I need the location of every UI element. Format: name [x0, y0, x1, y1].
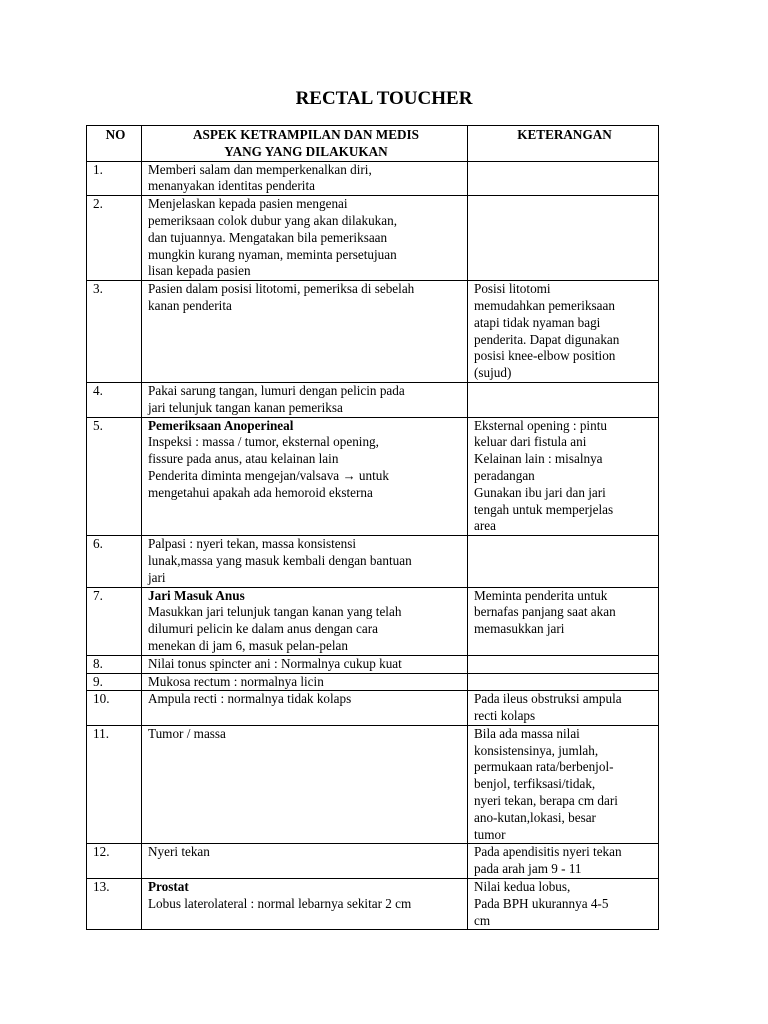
row-aspek-line: fissure pada anus, atau kelainan lain — [148, 451, 339, 467]
row-aspek-line: Penderita diminta mengejan/valsava → untuk — [148, 467, 389, 483]
row-aspek — [142, 536, 468, 587]
row-keterangan-line: tengah untuk memperjelas — [474, 501, 614, 517]
row-keterangan — [468, 844, 659, 879]
row-aspek-line: mungkin kurang nyaman, meminta persetujuan — [148, 246, 397, 262]
row-aspek-line: pemeriksaan colok dubur yang akan dilakukan, — [148, 212, 398, 228]
row-keterangan-line: keluar dari fistula ani — [474, 434, 587, 450]
row-aspek-line: jari — [148, 569, 166, 585]
row-keterangan-line: tumor — [474, 826, 506, 842]
row-number: 9. — [87, 673, 142, 691]
row-number: 5. — [87, 417, 142, 536]
row-aspek-line: Menjelaskan kepada pasien mengenai — [148, 196, 348, 212]
row-aspek-line: Ampula recti : normalnya tidak kolaps — [148, 691, 352, 707]
row-keterangan-line: memasukkan jari — [474, 621, 565, 637]
row-keterangan-line: konsistensinya, jumlah, — [474, 742, 599, 758]
row-keterangan-line: Pada BPH ukurannya 4-5 — [474, 895, 609, 911]
row-aspek-line: Tumor / massa — [148, 725, 226, 741]
row-aspek-line: Mukosa rectum : normalnya licin — [148, 673, 324, 689]
row-aspek — [142, 844, 468, 879]
row-keterangan-line: bernafas panjang saat akan — [474, 604, 616, 620]
row-keterangan-line: peradangan — [474, 467, 535, 483]
row-aspek-line: lisan kepada pasien — [148, 263, 251, 279]
row-aspek-line: Pasien dalam posisi litotomi, pemeriksa di sebelah — [148, 281, 415, 297]
row-aspek — [142, 879, 468, 930]
row-aspek — [142, 673, 468, 691]
document-title: RECTAL TOUCHER — [295, 88, 473, 109]
table-row — [87, 879, 659, 930]
row-keterangan-line: Pada ileus obstruksi ampula — [474, 691, 622, 707]
row-keterangan — [468, 673, 659, 691]
row-aspek-line: menekan di jam 6, masuk pelan-pelan — [148, 637, 348, 653]
row-keterangan-line: pada arah jam 9 - 11 — [474, 861, 582, 877]
row-number: 4. — [87, 382, 142, 417]
row-aspek-line: lunak,massa yang masuk kembali dengan bantuan — [148, 552, 412, 568]
row-keterangan — [468, 536, 659, 587]
row-aspek-line: Pakai sarung tangan, lumuri dengan pelicin pada — [148, 382, 405, 398]
table-row — [87, 587, 659, 655]
row-keterangan-line: ano-kutan,lokasi, besar — [474, 809, 596, 825]
row-keterangan-line: cm — [474, 912, 491, 928]
row-aspek-line: mengetahui apakah ada hemoroid eksterna — [148, 484, 373, 500]
row-number: 11. — [87, 725, 142, 844]
row-keterangan — [468, 879, 659, 930]
row-number: 10. — [87, 691, 142, 726]
row-aspek-heading: Pemeriksaan Anoperineal — [148, 417, 294, 433]
row-keterangan-line: benjol, terfiksasi/tidak, — [474, 776, 596, 792]
row-keterangan-line: Eksternal opening : pintu — [474, 417, 607, 433]
row-aspek-line: dilumuri pelicin ke dalam anus dengan cara — [148, 621, 378, 637]
row-aspek — [142, 281, 468, 383]
row-aspek — [142, 587, 468, 655]
row-keterangan — [468, 281, 659, 383]
row-number: 13. — [87, 879, 142, 930]
row-aspek-line: Masukkan jari telunjuk tangan kanan yang telah — [148, 604, 402, 620]
table-row — [87, 725, 659, 844]
table-row — [87, 382, 659, 417]
table-row — [87, 673, 659, 691]
row-aspek — [142, 196, 468, 281]
row-number: 2. — [87, 196, 142, 281]
row-aspek-heading: Jari Masuk Anus — [148, 587, 245, 603]
row-aspek-line: Lobus laterolateral : normal lebarnya sekitar 2 cm — [148, 895, 412, 911]
table-row — [87, 417, 659, 536]
row-keterangan-line: Meminta penderita untuk — [474, 587, 608, 603]
row-aspek-line: Inspeksi : massa / tumor, eksternal opening, — [148, 434, 379, 450]
row-aspek-line: Memberi salam dan memperkenalkan diri, — [148, 161, 372, 177]
table-row — [87, 281, 659, 383]
row-aspek-line: Palpasi : nyeri tekan, massa konsistensi — [148, 536, 357, 552]
row-keterangan — [468, 691, 659, 726]
row-number: 12. — [87, 844, 142, 879]
row-aspek-line: kanan penderita — [148, 297, 232, 313]
table-row — [87, 196, 659, 281]
row-number: 8. — [87, 655, 142, 673]
row-keterangan-line: Nilai kedua lobus, — [474, 879, 571, 895]
row-aspek — [142, 691, 468, 726]
row-keterangan-line: memudahkan pemeriksaan — [474, 297, 615, 313]
table-row — [87, 536, 659, 587]
header-aspek-line: YANG YANG DILAKUKAN — [224, 143, 388, 159]
table-header-row — [87, 126, 659, 162]
row-keterangan — [468, 725, 659, 844]
row-aspek — [142, 161, 468, 196]
row-keterangan-line: nyeri tekan, berapa cm dari — [474, 793, 618, 809]
row-keterangan-line: recti kolaps — [474, 708, 536, 724]
table-row — [87, 655, 659, 673]
row-number: 6. — [87, 536, 142, 587]
table-row — [87, 844, 659, 879]
row-keterangan-line: penderita. Dapat digunakan — [474, 331, 620, 347]
row-number: 3. — [87, 281, 142, 383]
row-keterangan-line: atapi tidak nyaman bagi — [474, 314, 601, 330]
row-keterangan-line: permukaan rata/berbenjol- — [474, 759, 614, 775]
row-aspek-line: Nilai tonus spincter ani : Normalnya cukup kuat — [148, 655, 402, 671]
row-keterangan — [468, 417, 659, 536]
header-keterangan: KETERANGAN — [468, 126, 659, 162]
row-aspek — [142, 655, 468, 673]
procedure-table — [86, 125, 659, 930]
row-keterangan-line: Gunakan ibu jari dan jari — [474, 484, 606, 500]
row-aspek — [142, 725, 468, 844]
table-row — [87, 691, 659, 726]
row-number: 1. — [87, 161, 142, 196]
row-aspek-line: menanyakan identitas penderita — [148, 178, 315, 194]
table-body — [87, 161, 659, 930]
row-keterangan — [468, 196, 659, 281]
row-keterangan-line: posisi knee-elbow position — [474, 348, 616, 364]
row-aspek-heading: Prostat — [148, 879, 189, 895]
row-aspek — [142, 417, 468, 536]
row-keterangan — [468, 161, 659, 196]
row-keterangan-line: Pada apendisitis nyeri tekan — [474, 844, 622, 860]
header-aspek — [142, 126, 468, 162]
row-aspek — [142, 382, 468, 417]
row-keterangan-line: Posisi litotomi — [474, 281, 551, 297]
row-aspek-line: dan tujuannya. Mengatakan bila pemeriksaan — [148, 229, 388, 245]
row-aspek-line: Nyeri tekan — [148, 844, 210, 860]
header-no: NO — [87, 126, 142, 162]
row-keterangan-line: Kelainan lain : misalnya — [474, 451, 603, 467]
row-keterangan-line: Bila ada massa nilai — [474, 725, 580, 741]
row-keterangan-line: area — [474, 518, 496, 534]
row-number: 7. — [87, 587, 142, 655]
row-keterangan — [468, 382, 659, 417]
row-keterangan — [468, 587, 659, 655]
table-row — [87, 161, 659, 196]
header-aspek-line: ASPEK KETRAMPILAN DAN MEDIS — [192, 127, 420, 142]
row-keterangan-line: (sujud) — [474, 365, 512, 381]
row-aspek-line: jari telunjuk tangan kanan pemeriksa — [148, 399, 343, 415]
row-keterangan — [468, 655, 659, 673]
